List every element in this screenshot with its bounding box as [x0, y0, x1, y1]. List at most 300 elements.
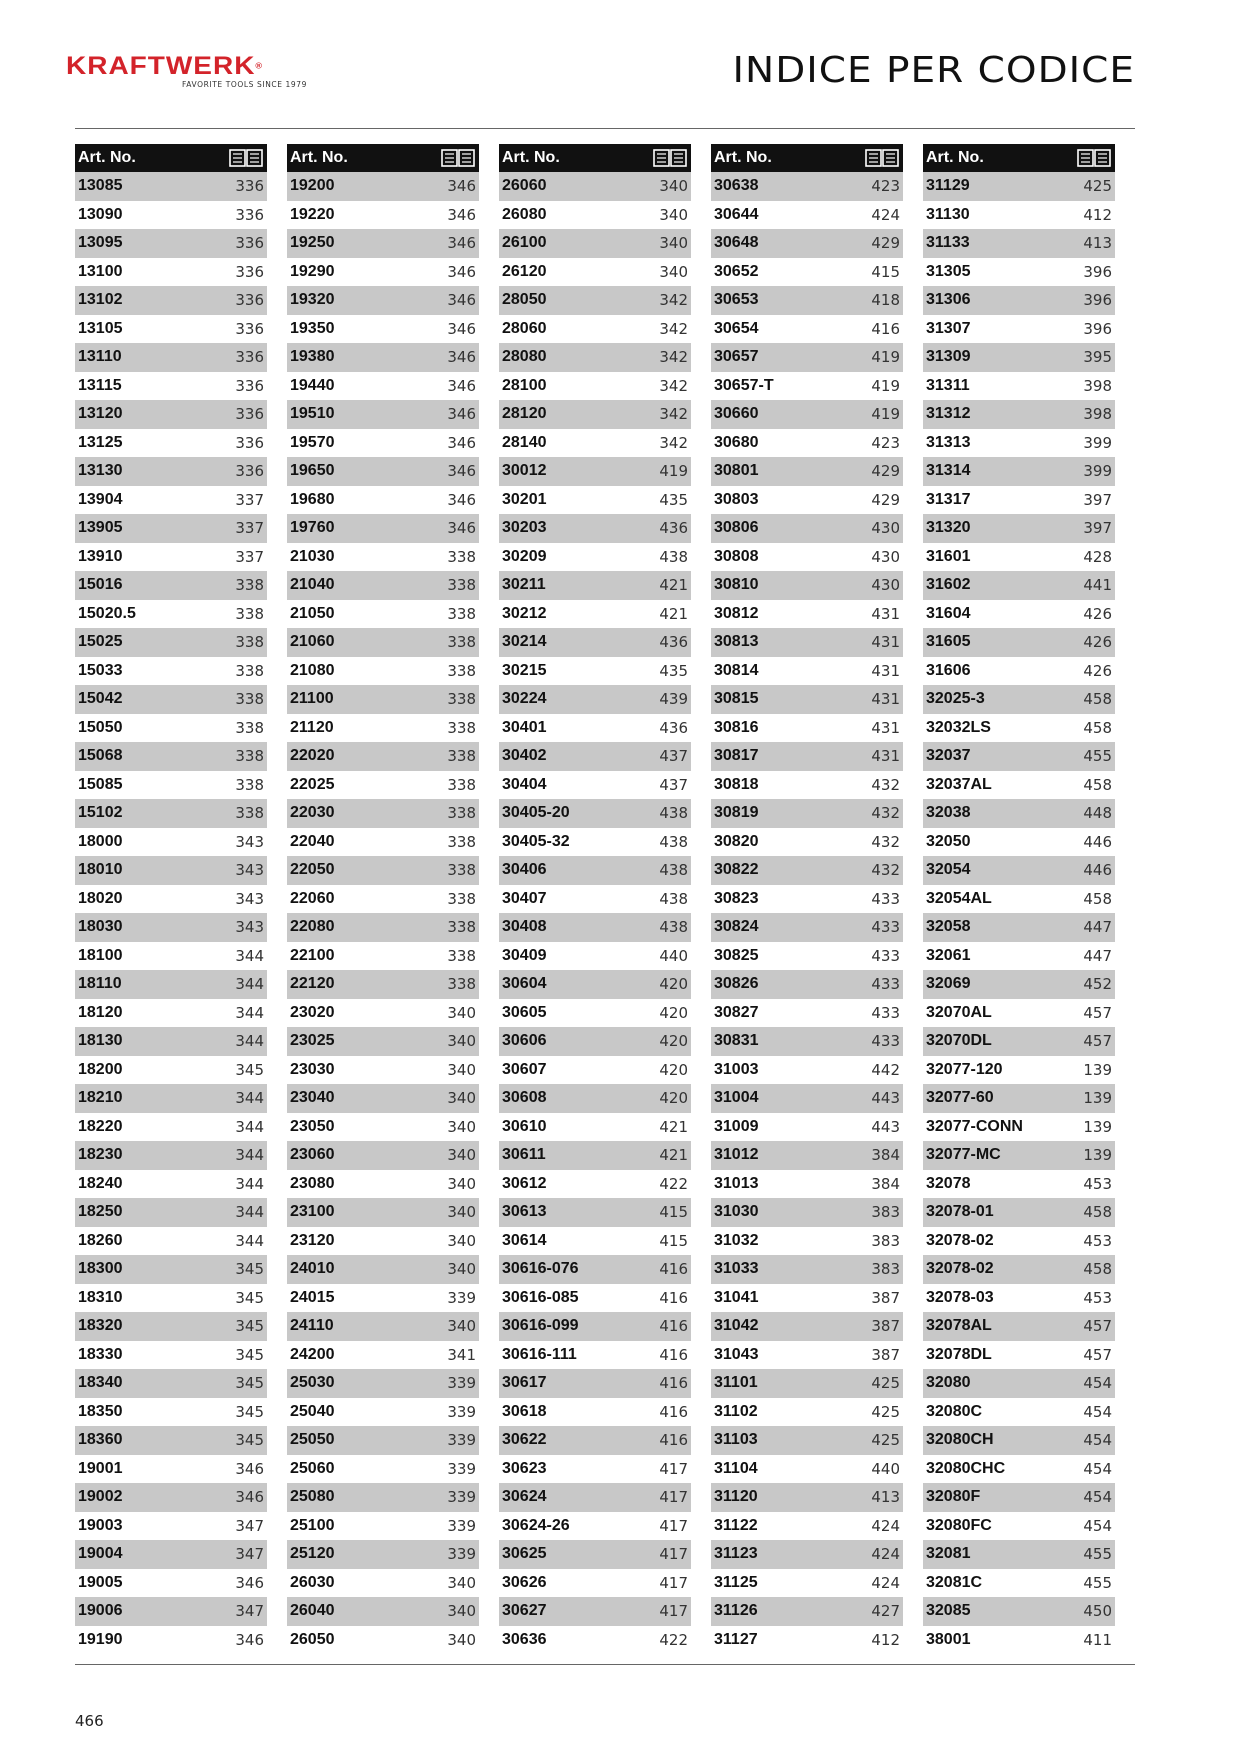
article-number: 31122: [714, 1516, 758, 1534]
bottom-divider: [75, 1664, 1135, 1665]
article-number: 19250: [290, 234, 335, 252]
catalog-page: 383: [871, 1203, 900, 1222]
article-number: 32050: [926, 832, 971, 850]
table-row: [711, 457, 903, 486]
article-number: 32054AL: [926, 889, 992, 907]
brand-name: KRAFTWERK®: [66, 51, 264, 80]
catalog-page: 338: [447, 918, 476, 937]
catalog-page: 417: [659, 1545, 688, 1564]
catalog-page: 336: [235, 177, 264, 196]
catalog-page: 455: [1083, 1573, 1112, 1592]
table-row: [287, 799, 479, 828]
column-header-label: Art. No.: [290, 149, 348, 166]
catalog-page: 345: [235, 1260, 264, 1279]
table-row: [287, 885, 479, 914]
catalog-page: 344: [235, 1117, 264, 1136]
article-number: 31123: [714, 1545, 758, 1563]
article-number: 30212: [502, 604, 547, 622]
article-number: 19006: [78, 1602, 123, 1620]
table-row: [287, 628, 479, 657]
catalog-page: 420: [659, 1060, 688, 1079]
table-row: [75, 885, 267, 914]
page-title: INDICE PER CODICE: [732, 49, 1135, 92]
table-row: [287, 1227, 479, 1256]
catalog-page: 436: [659, 519, 688, 538]
article-number: 31013: [714, 1174, 759, 1192]
catalog-page: 387: [871, 1288, 900, 1307]
catalog-page: 340: [447, 1203, 476, 1222]
table-row: [711, 1084, 903, 1113]
catalog-page: 438: [659, 918, 688, 937]
catalog-page: 344: [235, 1003, 264, 1022]
catalog-page: 396: [1083, 319, 1112, 338]
catalog-page: 432: [871, 832, 900, 851]
article-number: 38001: [926, 1630, 971, 1648]
catalog-page: 338: [447, 547, 476, 566]
catalog-page: 424: [871, 1573, 900, 1592]
catalog-page: 395: [1083, 348, 1112, 367]
catalog-page: 340: [447, 1231, 476, 1250]
article-number: 23120: [290, 1231, 335, 1249]
table-row: [287, 600, 479, 629]
table-row: [923, 828, 1115, 857]
article-number: 18320: [78, 1317, 123, 1335]
table-row: [711, 600, 903, 629]
table-row: [287, 1483, 479, 1512]
table-row: [923, 1626, 1115, 1655]
catalog-page: 433: [871, 1032, 900, 1051]
table-row: [499, 343, 691, 372]
article-number: 30618: [502, 1402, 547, 1420]
catalog-page: 429: [871, 462, 900, 481]
table-row: [499, 1113, 691, 1142]
table-row: [75, 457, 267, 486]
catalog-page: 437: [659, 747, 688, 766]
catalog-page: 416: [659, 1345, 688, 1364]
table-row: [499, 1084, 691, 1113]
table-row: [499, 799, 691, 828]
catalog-page: 439: [659, 690, 688, 709]
article-number: 31314: [926, 462, 971, 480]
table-row: [711, 1113, 903, 1142]
table-row: [923, 1483, 1115, 1512]
catalog-page: 454: [1083, 1431, 1112, 1450]
article-number: 18330: [78, 1345, 123, 1363]
catalog-page: 336: [235, 376, 264, 395]
table-row: [711, 229, 903, 258]
table-row: [499, 1626, 691, 1655]
article-number: 21120: [290, 718, 334, 736]
catalog-page: 425: [871, 1402, 900, 1421]
table-row: [499, 1027, 691, 1056]
article-number: 30616-111: [502, 1345, 577, 1363]
table-row: [75, 714, 267, 743]
catalog-page: 340: [447, 1260, 476, 1279]
table-row: [711, 885, 903, 914]
article-number: 18310: [78, 1288, 123, 1306]
article-number: 24015: [290, 1288, 335, 1306]
table-row: [923, 400, 1115, 429]
table-row: [499, 1597, 691, 1626]
catalog-page: 346: [235, 1630, 264, 1649]
article-number: 31604: [926, 604, 971, 622]
column-header-label: Art. No.: [78, 149, 136, 166]
article-number: 30815: [714, 690, 759, 708]
table-row: [923, 1198, 1115, 1227]
table-row: [923, 201, 1115, 230]
table-row: [75, 1483, 267, 1512]
catalog-page: 457: [1083, 1032, 1112, 1051]
article-number: 30408: [502, 918, 547, 936]
table-row: [711, 400, 903, 429]
catalog-page: 346: [447, 405, 476, 424]
table-row: [711, 1255, 903, 1284]
catalog-page: 346: [235, 1573, 264, 1592]
catalog-page: 419: [659, 462, 688, 481]
article-number: 13120: [78, 405, 123, 423]
article-number: 32037AL: [926, 775, 992, 793]
catalog-page: 340: [447, 1573, 476, 1592]
article-number: 15050: [78, 718, 123, 736]
article-number: 28100: [502, 376, 547, 394]
catalog-page: 424: [871, 205, 900, 224]
table-row: [923, 942, 1115, 971]
catalog-page: 413: [1083, 234, 1112, 253]
table-row: [499, 628, 691, 657]
table-row: [287, 514, 479, 543]
open-book-icon: [653, 149, 687, 167]
index-column: [711, 144, 903, 1654]
article-number: 32054: [926, 861, 971, 879]
table-row: [711, 258, 903, 287]
catalog-page: 454: [1083, 1459, 1112, 1478]
table-row: [499, 1512, 691, 1541]
article-number: 28120: [502, 405, 547, 423]
catalog-page: 448: [1083, 804, 1112, 823]
table-row: [923, 1512, 1115, 1541]
table-row: [499, 913, 691, 942]
table-row: [287, 1113, 479, 1142]
article-number: 19001: [78, 1459, 123, 1477]
article-number: 26080: [502, 205, 547, 223]
article-number: 30648: [714, 234, 759, 252]
top-divider: [75, 128, 1135, 129]
catalog-page: 417: [659, 1573, 688, 1592]
table-row: [499, 1341, 691, 1370]
table-row: [287, 400, 479, 429]
table-row: [711, 999, 903, 1028]
table-row: [711, 1284, 903, 1313]
article-number: 30627: [502, 1602, 547, 1620]
catalog-page: 338: [235, 633, 264, 652]
article-number: 18240: [78, 1174, 123, 1192]
article-number: 13085: [78, 177, 123, 195]
table-row: [287, 714, 479, 743]
catalog-page: 338: [235, 718, 264, 737]
table-row: [711, 1483, 903, 1512]
catalog-page: 443: [871, 1117, 900, 1136]
table-row: [287, 999, 479, 1028]
table-row: [287, 543, 479, 572]
catalog-page: 398: [1083, 405, 1112, 424]
table-row: [287, 229, 479, 258]
catalog-page: 340: [447, 1602, 476, 1621]
article-number: 13115: [78, 376, 122, 394]
article-number: 30816: [714, 718, 759, 736]
table-row: [711, 343, 903, 372]
catalog-page: 455: [1083, 747, 1112, 766]
table-row: [75, 343, 267, 372]
table-row: [75, 856, 267, 885]
table-row: [287, 913, 479, 942]
table-row: [499, 1170, 691, 1199]
article-number: 13904: [78, 490, 123, 508]
table-row: [499, 771, 691, 800]
catalog-page: 339: [447, 1431, 476, 1450]
article-number: 30636: [502, 1630, 547, 1648]
catalog-page: 339: [447, 1288, 476, 1307]
table-row: [499, 1483, 691, 1512]
article-number: 31309: [926, 348, 971, 366]
article-number: 31130: [926, 205, 970, 223]
table-row: [711, 429, 903, 458]
table-row: [499, 286, 691, 315]
table-row: [499, 315, 691, 344]
article-number: 30617: [502, 1374, 547, 1392]
catalog-page: 344: [235, 1174, 264, 1193]
article-number: 30610: [502, 1117, 547, 1135]
catalog-page: 398: [1083, 376, 1112, 395]
article-number: 25040: [290, 1402, 335, 1420]
catalog-page: 340: [447, 1317, 476, 1336]
catalog-page: 399: [1083, 433, 1112, 452]
catalog-page: 447: [1083, 946, 1112, 965]
catalog-page: 450: [1083, 1602, 1112, 1621]
table-row: [499, 942, 691, 971]
table-row: [711, 372, 903, 401]
article-number: 26100: [502, 234, 547, 252]
catalog-page: 344: [235, 1231, 264, 1250]
catalog-page: 454: [1083, 1516, 1112, 1535]
table-row: [499, 1569, 691, 1598]
table-row: [923, 229, 1115, 258]
table-row: [711, 486, 903, 515]
catalog-page: 346: [447, 519, 476, 538]
article-number: 32037: [926, 747, 971, 765]
article-number: 21050: [290, 604, 335, 622]
article-number: 30614: [502, 1231, 547, 1249]
catalog-page: 346: [235, 1459, 264, 1478]
table-row: [75, 514, 267, 543]
catalog-page: 457: [1083, 1003, 1112, 1022]
article-number: 13125: [78, 433, 123, 451]
article-number: 25060: [290, 1459, 335, 1477]
table-row: [711, 856, 903, 885]
catalog-page: 396: [1083, 262, 1112, 281]
table-row: [923, 571, 1115, 600]
catalog-page: 416: [659, 1374, 688, 1393]
article-number: 30803: [714, 490, 759, 508]
catalog-page: 429: [871, 234, 900, 253]
table-row: [75, 1284, 267, 1313]
catalog-page: 416: [659, 1288, 688, 1307]
catalog-page: 458: [1083, 1260, 1112, 1279]
article-number: 13110: [78, 348, 122, 366]
table-row: [75, 1027, 267, 1056]
catalog-page: 416: [659, 1431, 688, 1450]
catalog-page: 338: [447, 975, 476, 994]
catalog-page: 340: [447, 1174, 476, 1193]
catalog-page: 458: [1083, 690, 1112, 709]
article-number: 31129: [926, 177, 970, 195]
table-row: [923, 1369, 1115, 1398]
table-row: [499, 828, 691, 857]
open-book-icon: [441, 149, 475, 167]
article-number: 13095: [78, 234, 123, 252]
catalog-page: 340: [659, 177, 688, 196]
catalog-page: 344: [235, 1089, 264, 1108]
catalog-page: 342: [659, 348, 688, 367]
table-row: [711, 1512, 903, 1541]
article-number: 30606: [502, 1032, 547, 1050]
article-number: 19220: [290, 205, 335, 223]
table-row: [287, 172, 479, 201]
catalog-page: 438: [659, 861, 688, 880]
article-number: 15068: [78, 747, 123, 765]
catalog-page: 430: [871, 576, 900, 595]
table-row: [75, 315, 267, 344]
catalog-page: 338: [447, 861, 476, 880]
article-number: 31313: [926, 433, 971, 451]
table-row: [287, 201, 479, 230]
article-number: 19200: [290, 177, 335, 195]
catalog-page: 338: [447, 576, 476, 595]
table-row: [923, 457, 1115, 486]
article-number: 21060: [290, 633, 335, 651]
article-number: 18100: [78, 946, 123, 964]
catalog-page: 338: [447, 804, 476, 823]
table-row: [75, 1569, 267, 1598]
article-number: 30820: [714, 832, 759, 850]
article-number: 26030: [290, 1573, 335, 1591]
article-number: 19650: [290, 462, 335, 480]
article-number: 30613: [502, 1203, 547, 1221]
table-row: [75, 1512, 267, 1541]
article-number: 26120: [502, 262, 547, 280]
catalog-page: 338: [447, 690, 476, 709]
table-row: [75, 913, 267, 942]
article-number: 30211: [502, 576, 546, 594]
catalog-page: 421: [659, 604, 688, 623]
article-number: 30644: [714, 205, 759, 223]
table-row: [75, 799, 267, 828]
article-number: 30657: [714, 348, 759, 366]
catalog-page: 342: [659, 433, 688, 452]
article-number: 18340: [78, 1374, 123, 1392]
article-number: 31605: [926, 633, 971, 651]
article-number: 25050: [290, 1431, 335, 1449]
table-row: [923, 1341, 1115, 1370]
article-number: 32085: [926, 1602, 971, 1620]
article-number: 13910: [78, 547, 123, 565]
article-number: 28140: [502, 433, 547, 451]
catalog-page: 420: [659, 1032, 688, 1051]
catalog-page: 417: [659, 1516, 688, 1535]
catalog-page: 458: [1083, 1203, 1112, 1222]
table-row: [499, 571, 691, 600]
catalog-page: 384: [871, 1146, 900, 1165]
table-row: [499, 543, 691, 572]
table-row: [75, 172, 267, 201]
article-number: 26060: [502, 177, 547, 195]
catalog-page: 340: [447, 1060, 476, 1079]
catalog-page: 421: [659, 1146, 688, 1165]
table-row: [75, 372, 267, 401]
article-number: 22120: [290, 975, 335, 993]
catalog-page: 338: [235, 747, 264, 766]
table-row: [499, 1540, 691, 1569]
article-number: 30409: [502, 946, 547, 964]
catalog-page: 441: [1083, 576, 1112, 595]
catalog-page: 419: [871, 405, 900, 424]
article-number: 22100: [290, 946, 335, 964]
table-row: [711, 1597, 903, 1626]
article-number: 32078-02: [926, 1260, 994, 1278]
table-row: [923, 742, 1115, 771]
catalog-page: 346: [447, 490, 476, 509]
table-row: [923, 799, 1115, 828]
catalog-page: 454: [1083, 1488, 1112, 1507]
article-number: 30224: [502, 690, 547, 708]
table-row: [287, 486, 479, 515]
article-number: 15085: [78, 775, 123, 793]
article-number: 31012: [714, 1146, 759, 1164]
article-number: 25100: [290, 1516, 335, 1534]
table-row: [499, 1255, 691, 1284]
article-number: 32069: [926, 975, 971, 993]
catalog-page: 424: [871, 1545, 900, 1564]
article-number: 32032LS: [926, 718, 991, 736]
table-row: [923, 970, 1115, 999]
article-number: 19190: [78, 1630, 123, 1648]
table-row: [499, 172, 691, 201]
article-number: 30604: [502, 975, 547, 993]
index-column: [499, 144, 691, 1654]
article-number: 28050: [502, 291, 547, 309]
table-row: [923, 429, 1115, 458]
table-row: [287, 771, 479, 800]
table-row: [75, 1312, 267, 1341]
article-number: 19440: [290, 376, 335, 394]
catalog-page: 419: [871, 376, 900, 395]
catalog-page: 340: [659, 234, 688, 253]
catalog-page: 452: [1083, 975, 1112, 994]
article-number: 30608: [502, 1089, 547, 1107]
table-row: [711, 286, 903, 315]
table-row: [499, 685, 691, 714]
catalog-page: 340: [447, 1003, 476, 1022]
table-row: [75, 1597, 267, 1626]
table-row: [75, 628, 267, 657]
table-row: [923, 343, 1115, 372]
catalog-page: 423: [871, 433, 900, 452]
table-row: [75, 1540, 267, 1569]
catalog-page: 383: [871, 1260, 900, 1279]
article-number: 19510: [290, 405, 335, 423]
catalog-page: 422: [659, 1630, 688, 1649]
table-row: [711, 942, 903, 971]
table-row: [923, 1084, 1115, 1113]
